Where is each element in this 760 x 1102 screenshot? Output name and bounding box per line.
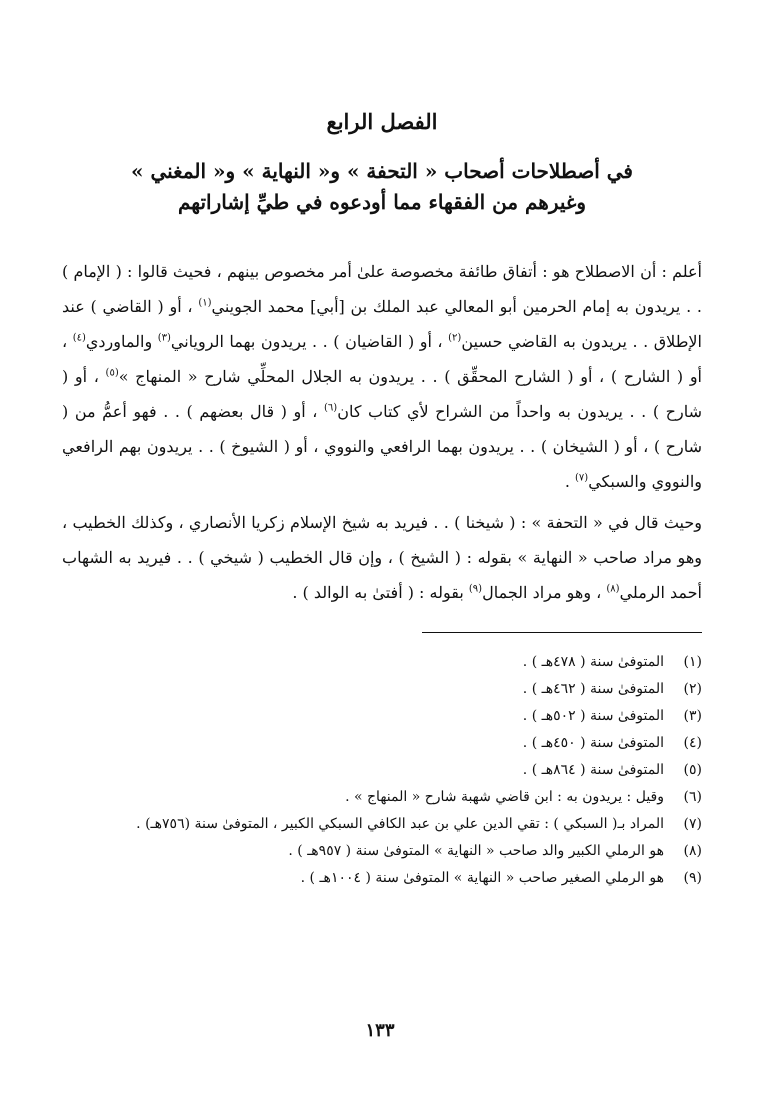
footnote-number: (١) [683, 654, 702, 671]
footnote-marker[interactable]: (٥) [105, 368, 119, 380]
body-paragraph [62, 505, 702, 610]
footnote-item [62, 784, 702, 811]
footnote-text: المتوفىٰ سنة ( ٤٥٠هـ ) . [522, 735, 664, 752]
paragraph-text: أعلم : أن الاصطلاح هو : أتفاق طائفة مخصوصة علىٰ أمر مخصوص بينهم ، فحيث قالوا : ( الإمام ) . . يريدون به إمام الحرمين أبو المعالي عبد الملك بن [أبي] محمد الجويني [62, 262, 703, 317]
footnote-marker[interactable]: (٦) [324, 403, 338, 415]
paragraph-text: بقوله : ( أفتىٰ به الوالد ) . [292, 583, 469, 603]
paragraph-text: وحيث قال في « التحفة » : ( شيخنا ) . . فيريد به شيخ الإسلام زكريا الأنصاري ، وكذلك الخطيب ، وهو مراد صاحب « النهاية » بقوله : ( الشيخ ) ، وإن قال الخطيب ( شيخي ) . . فيريد به الشهاب أحمد الرملي [62, 513, 703, 603]
body-paragraph [62, 254, 702, 499]
chapter-subtitle-line-1: في أصطلاحات أصحاب « التحفة » و« النهاية » و« المغني » [131, 159, 633, 184]
footnote-item [62, 865, 702, 892]
footnote-text: هو الرملي الكبير والد صاحب « النهاية » المتوفىٰ سنة ( ٩٥٧هـ ) . [288, 843, 664, 860]
footnote-text: المراد بـ( السبكي ) : تقي الدين علي بن عبد الكافي السبكي الكبير ، المتوفىٰ سنة (٧٥٦هـ) . [136, 816, 664, 833]
footnote-text: المتوفىٰ سنة ( ٤٦٢هـ ) . [522, 681, 664, 698]
footnote-number: (٨) [683, 843, 702, 860]
chapter-title: الفصل الرابع [326, 109, 438, 134]
footnote-number: (٦) [683, 789, 702, 806]
paragraph-text: . [564, 472, 576, 492]
footnote-text: المتوفىٰ سنة ( ٨٦٤هـ ) . [522, 762, 664, 779]
footnote-marker[interactable]: (٣) [157, 333, 171, 345]
paragraph-text: ، أو ( القاضي ) عند الإطلاق . . يريدون به القاضي حسين [62, 297, 703, 352]
footnote-separator [422, 632, 702, 633]
footnote-number: (٤) [683, 735, 702, 752]
footnote-text: هو الرملي الصغير صاحب « النهاية » المتوفىٰ سنة ( ١٠٠٤هـ ) . [300, 870, 664, 887]
footnotes-list [62, 649, 702, 892]
footnote-item [62, 730, 702, 757]
paragraph-text: ، وهو مراد الجمال [482, 583, 607, 603]
page-number: ١٣٣ [365, 1020, 395, 1041]
footnote-marker[interactable]: (١) [198, 298, 212, 310]
footnote-marker[interactable]: (٩) [468, 584, 483, 596]
footnote-item [62, 649, 702, 676]
paragraph-text: ، أو ( شارح ) . . يريدون به واحداً من الشراح لأي كتاب كان [62, 367, 702, 422]
footnote-marker[interactable]: (٧) [575, 473, 589, 485]
chapter-heading [62, 108, 702, 218]
footnote-marker[interactable]: (٢) [448, 333, 462, 345]
footnote-item [62, 676, 702, 703]
footnote-marker[interactable]: (٤) [72, 333, 86, 345]
footnote-item [62, 811, 702, 838]
footnote-number: (٧) [683, 816, 702, 833]
footnote-marker[interactable]: (٨) [606, 584, 620, 596]
footnote-item [62, 838, 702, 865]
footnote-item [62, 757, 702, 784]
paragraph-text: والماوردي [85, 332, 158, 352]
chapter-subtitle-line-2: وغيرهم من الفقهاء مما أودعوه في طيِّ إشاراتهم [177, 190, 587, 215]
footnote-item [62, 703, 702, 730]
footnote-text: المتوفىٰ سنة ( ٤٧٨هـ ) . [522, 654, 664, 671]
footnote-number: (٩) [683, 870, 702, 887]
footnote-number: (٢) [683, 681, 702, 698]
paragraph-text: ، أو ( القاضيان ) . . يريدون بهما الروياني [170, 332, 449, 352]
paragraph-text: ، أو ( الشارح ) ، أو ( الشارح المحقِّق ) . . يريدون به الجلال المحلِّي شارح « المنهاج » [62, 332, 702, 387]
footnote-number: (٣) [683, 708, 702, 725]
footnote-number: (٥) [683, 762, 702, 779]
body-text [62, 254, 702, 610]
footnote-text: المتوفىٰ سنة ( ٥٠٢هـ ) . [522, 708, 664, 725]
paragraph-text: ، أو ( قال بعضهم ) . . فهو أعمُّ من ( شارح ) ، أو ( الشيخان ) . . يريدون بهما الرافعي والنووي ، أو ( الشيوخ ) . . يريدون بهم الرافعي والنووي والسبكي [62, 402, 702, 492]
footnote-text: وقيل : يريدون به : ابن قاضي شهبة شارح « المنهاج » . [345, 789, 664, 806]
